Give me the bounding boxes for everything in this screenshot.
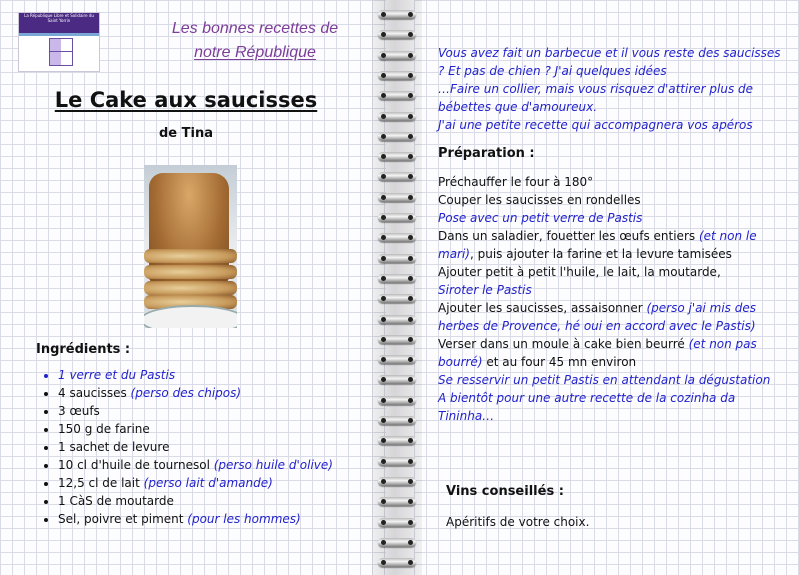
- preparation-step: [438, 371, 788, 389]
- ingredient-item: [58, 438, 358, 456]
- ingredient-text: 1 CàS de moutarde: [58, 494, 174, 508]
- spiral-ring: [378, 315, 416, 324]
- preparation-step: [438, 263, 788, 281]
- spiral-ring: [378, 396, 416, 405]
- ingredient-note: (perso lait d'amande): [143, 476, 273, 490]
- ingredient-note: (perso huile d'olive): [213, 458, 333, 472]
- spiral-ring: [378, 71, 416, 80]
- preparation-step: [438, 281, 788, 299]
- spiral-ring: [378, 112, 416, 121]
- intro-line: Vous avez fait un barbecue et il vous reste des saucisses ? Et pas de chien ? J'ai quelques idées: [438, 46, 781, 78]
- spiral-ring: [378, 233, 416, 242]
- recipe-author: de Tina: [159, 126, 213, 141]
- preparation-step: [438, 191, 788, 209]
- spiral-ring: [378, 193, 416, 202]
- spiral-ring: [378, 132, 416, 141]
- preparation-step: [438, 299, 788, 335]
- step-text-after: , puis ajouter la farine et la levure tamisées: [470, 247, 732, 261]
- republic-logo: [18, 12, 100, 72]
- intro-line: …Faire un collier, mais vous risquez d'attirer plus de bébettes que d'amoureux.: [438, 82, 754, 114]
- spiral-ring: [378, 274, 416, 283]
- step-text: Verser dans un moule à cake bien beurré: [438, 337, 689, 351]
- spiral-ring: [378, 294, 416, 303]
- preparation-step: [438, 389, 788, 425]
- spiral-ring: [378, 10, 416, 19]
- brand-line-2: notre République: [194, 44, 316, 61]
- preparation-step: [438, 209, 788, 227]
- crest-icon: [49, 38, 73, 66]
- spiral-ring: [378, 254, 416, 263]
- preparation-step: [438, 335, 788, 371]
- step-text: Ajouter les saucisses, assaisonner: [438, 301, 647, 315]
- ingredient-text: 4 saucisses: [58, 386, 131, 400]
- ingredient-text: 150 g de farine: [58, 422, 150, 436]
- ingredient-item: [58, 420, 358, 438]
- spiral-ring: [378, 91, 416, 100]
- step-note: (perso j'ai mis des herbes de Provence, hé oui en accord avec le Pastis): [438, 301, 756, 333]
- ingredient-note: (perso des chipos): [130, 386, 242, 400]
- spiral-ring: [378, 436, 416, 445]
- ingredient-text: 1 verre et du Pastis: [58, 368, 176, 382]
- ingredients-list: [40, 366, 358, 528]
- spiral-ring: [378, 518, 416, 527]
- intro-text: [438, 44, 788, 134]
- preparation-step: [438, 227, 788, 263]
- spiral-ring: [378, 477, 416, 486]
- step-text: Ajouter petit à petit l'huile, le lait, la moutarde,: [438, 265, 721, 279]
- ingredient-item: [58, 366, 358, 384]
- spiral-ring: [378, 152, 416, 161]
- intro-line: J'ai une petite recette qui accompagnera vos apéros: [438, 118, 753, 132]
- recipe-title: Le Cake aux saucisses: [54, 88, 318, 112]
- spiral-binding: [372, 0, 422, 575]
- spiral-ring: [378, 335, 416, 344]
- step-note: Siroter le Pastis: [438, 283, 532, 297]
- step-text-after: et au four 45 mn environ: [482, 355, 637, 369]
- step-note: A bientôt pour une autre recette de la cozinha da Tininha…: [438, 391, 736, 423]
- ingredient-item: [58, 474, 358, 492]
- logo-text: La République Libre et Solidaire du Saint Yorrin: [19, 13, 99, 33]
- brand-header: [110, 20, 400, 62]
- step-note: Pose avec un petit verre de Pastis: [438, 211, 643, 225]
- spiral-ring: [378, 213, 416, 222]
- ingredient-item: [58, 492, 358, 510]
- ingredients-heading: Ingrédients :: [36, 342, 131, 357]
- ingredient-item: [58, 384, 358, 402]
- step-text: Couper les saucisses en rondelles: [438, 193, 641, 207]
- ingredient-item: [58, 456, 358, 474]
- step-note: (et non le mari): [438, 229, 757, 261]
- ingredient-text: 1 sachet de levure: [58, 440, 170, 454]
- ingredient-note: (pour les hommes): [187, 512, 301, 526]
- spiral-ring: [378, 416, 416, 425]
- spiral-ring: [378, 497, 416, 506]
- spiral-ring: [378, 375, 416, 384]
- step-note: Se resservir un petit Pastis en attendant la dégustation: [438, 373, 771, 387]
- preparation-heading: Préparation :: [438, 146, 535, 161]
- ingredient-text: 10 cl d'huile de tournesol: [58, 458, 214, 472]
- ingredient-item: [58, 402, 358, 420]
- ingredient-text: 12,5 cl de lait: [58, 476, 144, 490]
- ingredient-text: 3 œufs: [58, 404, 100, 418]
- spiral-ring: [378, 558, 416, 567]
- spiral-ring: [378, 457, 416, 466]
- preparation-steps: [438, 173, 788, 425]
- step-note: (et non pas bourré): [438, 337, 757, 369]
- brand-line-1: Les bonnes recettes de: [171, 20, 339, 37]
- spiral-ring: [378, 355, 416, 364]
- spiral-ring: [378, 538, 416, 547]
- wines-text: Apéritifs de votre choix.: [446, 515, 590, 529]
- cake-photo: [144, 165, 237, 328]
- step-text: Dans un saladier, fouetter les œufs entiers: [438, 229, 699, 243]
- step-text: Préchauffer le four à 180°: [438, 175, 594, 189]
- spiral-ring: [378, 172, 416, 181]
- wines-heading: Vins conseillés :: [446, 484, 564, 499]
- ingredient-item: [58, 510, 358, 528]
- preparation-step: [438, 173, 788, 191]
- ingredient-text: Sel, poivre et piment: [58, 512, 188, 526]
